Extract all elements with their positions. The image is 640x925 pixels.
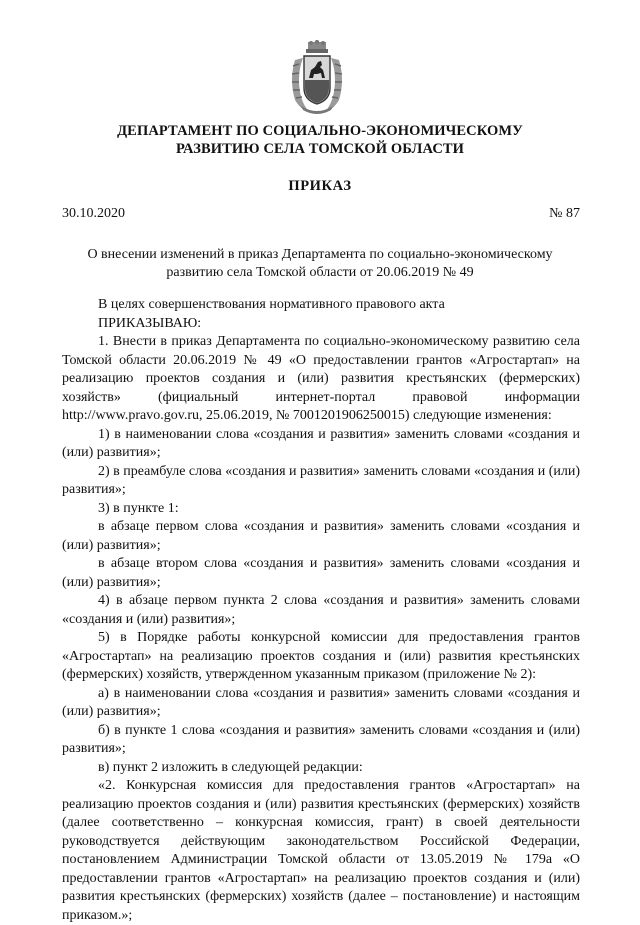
subclause-1: 1) в наименовании слова «создания и развития» заменить словами «создания и (или) развития»; [62, 426, 580, 460]
order-subject-line2: развитию села Томской области от 20.06.2019 № 49 [166, 265, 474, 280]
department-name-line1: ДЕПАРТАМЕНТ ПО СОЦИАЛЬНО-ЭКОНОМИЧЕСКОМУ [117, 123, 523, 139]
order-date: 30.10.2020 [62, 206, 125, 221]
subclause-5b: б) в пункте 1 слова «создания и развития» заменить словами «создания и (или) развития»; [62, 722, 580, 756]
preamble-paragraph: В целях совершенствования нормативного правового акта [98, 297, 445, 312]
subclause-2: 2) в преамбуле слова «создания и развития» заменить словами «создания и (или) развития»; [62, 463, 580, 497]
clause-1-paragraph: 1. Внести в приказ Департамента по социально-экономическому развитию села Томской области 20.06.2019 № 49 «О предоставлении грантов «Агростартап» на реализацию проектов создания и (или) развития крестьянских (фермерских) хозяйств» (фициальный интернет-портал правовой информации http://www.pravo.gov.ru, 25.06.2019, № 7001201906250015) следующие изменения: [62, 334, 580, 423]
order-subject-line1: О внесении изменений в приказ Департамента по социально-экономическому [87, 247, 553, 262]
order-body [62, 296, 580, 925]
subclause-5v: в) пункт 2 изложить в следующей редакции: [98, 759, 363, 775]
order-number: № 87 [549, 206, 580, 221]
subclause-5a: а) в наименовании слова «создания и развития» заменить словами «создания и (или) развития»; [62, 685, 580, 719]
department-name-line2: РАЗВИТИЮ СЕЛА ТОМСКОЙ ОБЛАСТИ [175, 141, 465, 157]
order-command: ПРИКАЗЫВАЮ: [98, 315, 202, 331]
quoted-new-paragraph-2: «2. Конкурсная комиссия для предоставления грантов «Агростартап» на реализацию проектов создания и (или) развития крестьянских (фермерских) хозяйств (далее соответственно – конкурсная комиссия, грант) в своей деятельности руководствуется действующим законодательством Российской Федерации, постановлением Администрации Томской области от 13.05.2019 № 179а «О предоставлении грантов «Агростартап» на реализацию проектов создания и (или) развития крестьянских (фермерских) хозяйств (далее – постановление) и настоящим приказом.»; [62, 778, 580, 923]
tomsk-oblast-coat-of-arms-icon [287, 40, 347, 116]
subclause-3-para-1: в абзаце первом слова «создания и развития» заменить словами «создания и (или) развития»; [62, 519, 580, 553]
subclause-3: 3) в пункте 1: [98, 500, 179, 516]
subclause-4: 4) в абзаце первом пункта 2 слова «создания и развития» заменить словами «создания и (или) развития»; [62, 593, 580, 627]
subclause-3-para-2: в абзаце втором слова «создания и развития» заменить словами «создания и (или) развития»; [62, 556, 580, 590]
document-type-title: ПРИКАЗ [288, 178, 352, 194]
subclause-5: 5) в Порядке работы конкурсной комиссии для предоставления грантов «Агростартап» на реализацию проектов создания и (или) развития крестьянских (фермерских) хозяйств, утвержденном указанным приказом (приложение № 2): [62, 630, 580, 682]
